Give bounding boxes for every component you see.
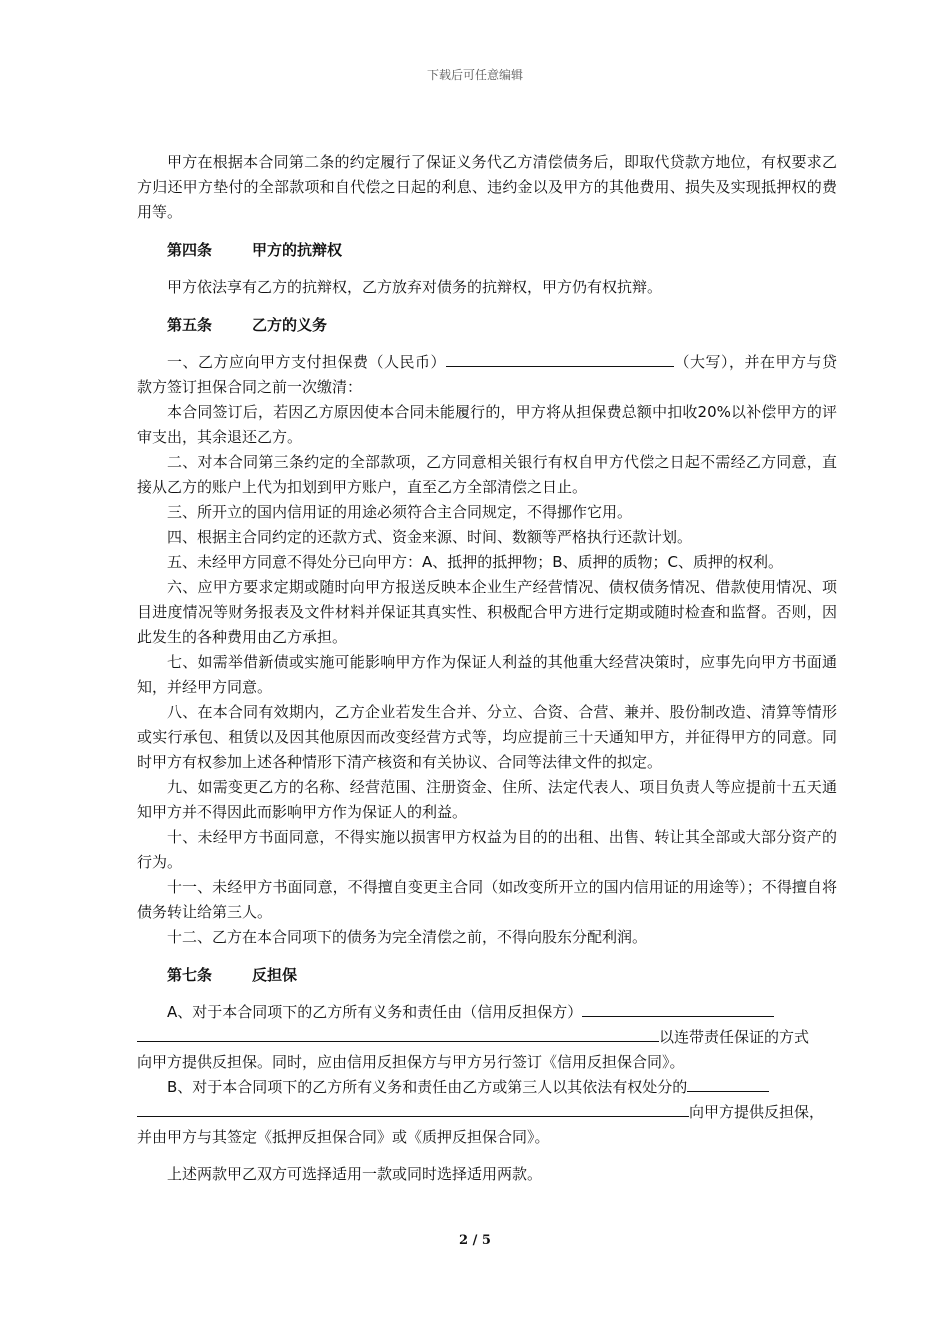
document-body [137,150,837,1187]
article-7-title: 反担保 [252,966,298,984]
collateral-blank-1 [687,1075,769,1092]
article-7-clause-b-line-2 [137,1100,837,1125]
item-1-text-a: 一、乙方应向甲方支付担保费（人民币） [167,353,446,371]
article-5-number: 第五条 [167,316,213,334]
collateral-blank-2 [137,1100,689,1117]
article-4-title: 甲方的抗辩权 [252,241,343,259]
clause-a-text-2: 以连带责任保证的方式 [659,1028,810,1046]
article-5-item-3: 三、所开立的国内信用证的用途必须符合主合同规定，不得挪作它用。 [167,503,633,521]
clause-b-text-1: B、对于本合同项下的乙方所有义务和责任由乙方或第三人以其依法有权处分的 [167,1078,688,1096]
article-5-item-7: 七、如需举借新债或实施可能影响甲方作为保证人利益的其他重大经营决策时，应事先向甲方书面通知，并经甲方同意。 [137,653,837,696]
article-7-clause-b-line-3: 并由甲方与其签定《抵押反担保合同》或《质押反担保合同》。 [137,1128,550,1146]
article-5-item-8: 八、在本合同有效期内，乙方企业若发生合并、分立、合资、合营、兼并、股份制改造、清算等情形或实行承包、租赁以及因其他原因而改变经营方式等，均应提前三十天通知甲方，并征得甲方的同意。同时甲方有权参加上述各种情形下清产核资和有关协议、合同等法律文件的拟定。 [137,703,837,771]
article-5-item-2: 二、对本合同第三条约定的全部款项，乙方同意相关银行有权自甲方代偿之日起不需经乙方同意，直接从乙方的账户上代为扣划到甲方账户，直至乙方全部清偿之日止。 [137,453,837,496]
article-7-closing: 上述两款甲乙双方可选择适用一款或同时选择适用两款。 [167,1165,543,1183]
article-4-number: 第四条 [167,241,213,259]
clause-b-text-2: 向甲方提供反担保， [689,1103,825,1121]
article-7-heading [137,963,837,988]
item-1-text-b: （大写），并在甲方与贷款方签订担保合同之前一次缴清： [137,353,837,396]
article-7-number: 第七条 [167,966,213,984]
page-header: 下载后可任意编辑 [426,68,523,82]
article-4-text: 甲方依法享有乙方的抗辩权，乙方放弃对债务的抗辩权，甲方仍有权抗辩。 [167,278,663,296]
article-7-clause-a [137,1000,837,1025]
article-5-item-9: 九、如需变更乙方的名称、经营范围、注册资金、住所、法定代表人、项目负责人等应提前十五天通知甲方并不得因此而影响甲方作为保证人的利益。 [137,778,837,821]
article-5-item-11: 十一、未经甲方书面同意，不得擅自变更主合同（如改变所开立的国内信用证的用途等）；不得擅自将债务转让给第三人。 [137,878,837,921]
guarantor-blank-1 [582,1000,774,1017]
guarantor-blank-2 [137,1025,659,1042]
article-7-clause-b [137,1075,837,1100]
article-5-item-5: 五、未经甲方同意不得处分已向甲方：A、抵押的抵押物；B、质押的质物；C、质押的权利。 [167,553,784,571]
article-5-item-12: 十二、乙方在本合同项下的债务为完全清偿之前，不得向股东分配利润。 [167,928,648,946]
page-number: 2 / 5 [459,1233,491,1248]
fee-blank [446,350,674,367]
article-5-paragraph-2: 本合同签订后，若因乙方原因使本合同未能履行的，甲方将从担保费总额中扣收20%以补偿甲方的评审支出，其余退还乙方。 [137,403,837,446]
article-5-item-1 [137,350,837,400]
clause-a-text-1: A、对于本合同项下的乙方所有义务和责任由（信用反担保方） [167,1003,583,1021]
article-5-item-10: 十、未经甲方书面同意，不得实施以损害甲方权益为目的的出租、出售、转让其全部或大部分资产的行为。 [137,828,837,871]
article-7-clause-a-line-2 [137,1025,837,1050]
article-5-item-6: 六、应甲方要求定期或随时向甲方报送反映本企业生产经营情况、债权债务情况、借款使用情况、项目进度情况等财务报表及文件材料并保证其真实性、积极配合甲方进行定期或随时检查和监督。否则，因此发生的各种费用由乙方承担。 [137,578,837,646]
article-4-heading [137,238,837,263]
intro-paragraph: 甲方在根据本合同第二条的约定履行了保证义务代乙方清偿债务后，即取代贷款方地位，有权要求乙方归还甲方垫付的全部款项和自代偿之日起的利息、违约金以及甲方的其他费用、损失及实现抵押权的费用等。 [137,153,837,221]
article-7-clause-a-line-3: 向甲方提供反担保。同时，应由信用反担保方与甲方另行签订《信用反担保合同》。 [137,1053,685,1071]
article-5-heading [137,313,837,338]
article-5-item-4: 四、根据主合同约定的还款方式、资金来源、时间、数额等严格执行还款计划。 [167,528,693,546]
article-5-title: 乙方的义务 [252,316,328,334]
